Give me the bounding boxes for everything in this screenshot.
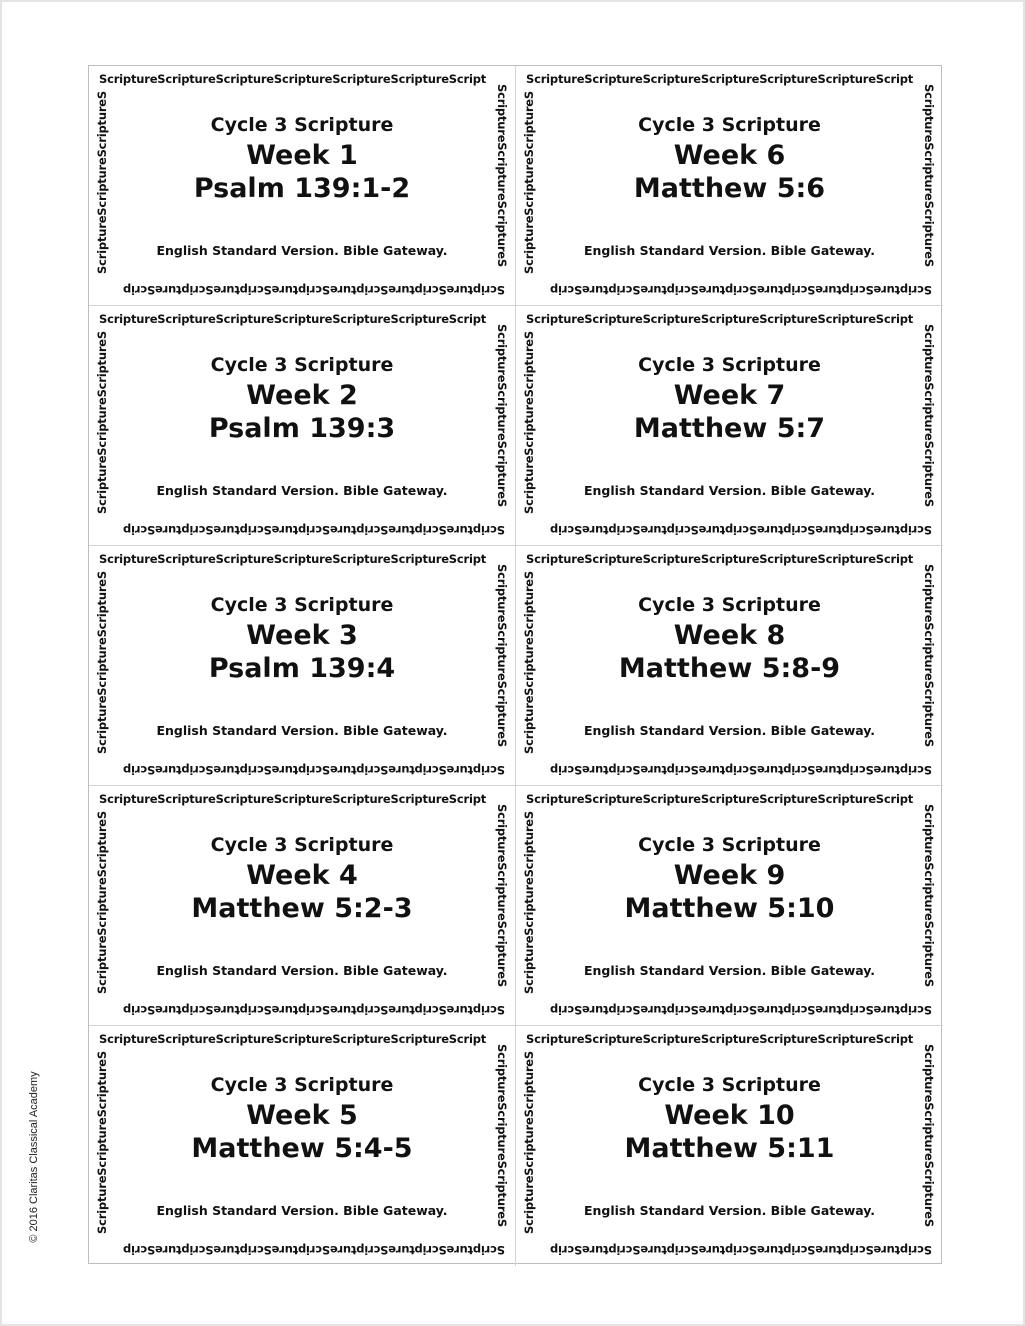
card-border-bottom-text: ScriptureScriptureScriptureScriptureScriptureScriptureScrip — [123, 763, 505, 777]
card-border-bottom-text: ScriptureScriptureScriptureScriptureScriptureScriptureScrip — [123, 283, 505, 297]
card-border-top-text: ScriptureScriptureScriptureScriptureScriptureScriptureScript — [526, 72, 914, 86]
card-border-top-text: ScriptureScriptureScriptureScriptureScriptureScriptureScript — [526, 792, 914, 806]
flashcard — [516, 786, 943, 1026]
card-border-bottom-text: ScriptureScriptureScriptureScriptureScriptureScriptureScrip — [550, 1003, 932, 1017]
card-scripture-reference: Psalm 139:1-2 — [193, 173, 411, 204]
card-border-right-text: ScriptureScriptureScriptureS — [922, 564, 936, 747]
card-border-left-text: ScriptureScriptureScriptureS — [522, 1051, 536, 1234]
card-border-bottom-text: ScriptureScriptureScriptureScriptureScriptureScriptureScrip — [550, 523, 932, 537]
card-scripture-reference: Matthew 5:10 — [624, 893, 835, 924]
flashcard-grid — [88, 65, 942, 1264]
card-content — [119, 546, 485, 786]
card-scripture-reference: Matthew 5:2-3 — [191, 893, 413, 924]
copyright-notice: © 2016 Claritas Classical Academy — [28, 1071, 40, 1243]
card-scripture-reference: Matthew 5:4-5 — [191, 1133, 413, 1164]
card-week: Week 7 — [673, 380, 786, 411]
card-source: English Standard Version. Bible Gateway. — [156, 1203, 448, 1218]
card-border-bottom-text: ScriptureScriptureScriptureScriptureScriptureScriptureScrip — [123, 523, 505, 537]
card-border-top-text: ScriptureScriptureScriptureScriptureScriptureScriptureScript — [99, 792, 487, 806]
card-week: Week 1 — [246, 140, 358, 171]
card-border-left-text: ScriptureScriptureScriptureS — [95, 91, 109, 274]
card-source: English Standard Version. Bible Gateway. — [156, 483, 448, 498]
card-border-right-text: ScriptureScriptureScriptureS — [922, 324, 936, 507]
card-cycle-label: Cycle 3 Scripture — [210, 354, 394, 376]
card-week: Week 3 — [246, 620, 358, 651]
card-border-left-text: ScriptureScriptureScriptureS — [95, 1051, 109, 1234]
card-scripture-reference: Matthew 5:7 — [633, 413, 826, 444]
card-content — [546, 786, 913, 1026]
card-week: Week 8 — [673, 620, 786, 651]
card-content — [546, 546, 913, 786]
card-cycle-label: Cycle 3 Scripture — [210, 594, 394, 616]
card-border-right-text: ScriptureScriptureScriptureS — [922, 1044, 936, 1227]
card-source: English Standard Version. Bible Gateway. — [583, 1203, 876, 1218]
card-week: Week 10 — [664, 1100, 795, 1131]
card-border-right-text: ScriptureScriptureScriptureS — [495, 564, 509, 747]
card-border-left-text: ScriptureScriptureScriptureS — [522, 571, 536, 754]
card-cycle-label: Cycle 3 Scripture — [210, 834, 394, 856]
card-border-left-text: ScriptureScriptureScriptureS — [522, 811, 536, 994]
card-source: English Standard Version. Bible Gateway. — [156, 963, 448, 978]
flashcard — [516, 66, 943, 306]
card-content — [119, 1026, 485, 1266]
card-source: English Standard Version. Bible Gateway. — [583, 723, 876, 738]
card-border-top-text: ScriptureScriptureScriptureScriptureScriptureScriptureScript — [526, 312, 914, 326]
card-content — [119, 786, 485, 1026]
card-content — [119, 306, 485, 546]
card-content — [546, 66, 913, 306]
card-source: English Standard Version. Bible Gateway. — [583, 243, 876, 258]
card-border-left-text: ScriptureScriptureScriptureS — [95, 571, 109, 754]
card-source: English Standard Version. Bible Gateway. — [583, 963, 876, 978]
card-cycle-label: Cycle 3 Scripture — [638, 834, 821, 856]
document-page — [2, 2, 1023, 1324]
card-content — [546, 306, 913, 546]
card-cycle-label: Cycle 3 Scripture — [210, 1074, 394, 1096]
card-border-left-text: ScriptureScriptureScriptureS — [522, 331, 536, 514]
card-week: Week 2 — [246, 380, 358, 411]
card-source: English Standard Version. Bible Gateway. — [156, 723, 448, 738]
card-content — [546, 1026, 913, 1266]
flashcard — [89, 66, 516, 306]
card-border-top-text: ScriptureScriptureScriptureScriptureScriptureScriptureScript — [99, 312, 487, 326]
card-cycle-label: Cycle 3 Scripture — [638, 114, 821, 136]
card-week: Week 4 — [246, 860, 358, 891]
card-border-top-text: ScriptureScriptureScriptureScriptureScriptureScriptureScript — [99, 1032, 487, 1046]
card-cycle-label: Cycle 3 Scripture — [638, 594, 821, 616]
card-border-bottom-text: ScriptureScriptureScriptureScriptureScriptureScriptureScrip — [550, 283, 932, 297]
flashcard — [516, 306, 943, 546]
card-border-right-text: ScriptureScriptureScriptureS — [495, 804, 509, 987]
card-source: English Standard Version. Bible Gateway. — [583, 483, 876, 498]
card-cycle-label: Cycle 3 Scripture — [638, 354, 821, 376]
flashcard — [89, 306, 516, 546]
card-border-top-text: ScriptureScriptureScriptureScriptureScriptureScriptureScript — [99, 72, 487, 86]
card-border-right-text: ScriptureScriptureScriptureS — [922, 84, 936, 267]
card-scripture-reference: Matthew 5:8-9 — [618, 653, 841, 684]
card-scripture-reference: Matthew 5:6 — [633, 173, 826, 204]
card-week: Week 6 — [673, 140, 786, 171]
card-border-bottom-text: ScriptureScriptureScriptureScriptureScriptureScriptureScrip — [123, 1003, 505, 1017]
card-week: Week 9 — [673, 860, 786, 891]
card-scripture-reference: Psalm 139:3 — [208, 413, 396, 444]
card-scripture-reference: Psalm 139:4 — [208, 653, 396, 684]
card-border-right-text: ScriptureScriptureScriptureS — [495, 1044, 509, 1227]
card-border-right-text: ScriptureScriptureScriptureS — [495, 84, 509, 267]
card-border-left-text: ScriptureScriptureScriptureS — [95, 811, 109, 994]
card-border-top-text: ScriptureScriptureScriptureScriptureScriptureScriptureScript — [99, 552, 487, 566]
flashcard — [89, 786, 516, 1026]
flashcard — [516, 1026, 943, 1266]
card-border-left-text: ScriptureScriptureScriptureS — [522, 91, 536, 274]
card-border-bottom-text: ScriptureScriptureScriptureScriptureScriptureScriptureScrip — [123, 1243, 505, 1257]
card-border-top-text: ScriptureScriptureScriptureScriptureScriptureScriptureScript — [526, 552, 914, 566]
card-border-left-text: ScriptureScriptureScriptureS — [95, 331, 109, 514]
flashcard — [516, 546, 943, 786]
card-border-right-text: ScriptureScriptureScriptureS — [495, 324, 509, 507]
card-source: English Standard Version. Bible Gateway. — [156, 243, 448, 258]
card-scripture-reference: Matthew 5:11 — [624, 1133, 835, 1164]
card-border-right-text: ScriptureScriptureScriptureS — [922, 804, 936, 987]
card-border-top-text: ScriptureScriptureScriptureScriptureScriptureScriptureScript — [526, 1032, 914, 1046]
card-border-bottom-text: ScriptureScriptureScriptureScriptureScriptureScriptureScrip — [550, 1243, 932, 1257]
flashcard — [89, 546, 516, 786]
card-cycle-label: Cycle 3 Scripture — [210, 114, 394, 136]
card-week: Week 5 — [246, 1100, 358, 1131]
flashcard — [89, 1026, 516, 1266]
card-content — [119, 66, 485, 306]
card-cycle-label: Cycle 3 Scripture — [638, 1074, 821, 1096]
card-border-bottom-text: ScriptureScriptureScriptureScriptureScriptureScriptureScrip — [550, 763, 932, 777]
